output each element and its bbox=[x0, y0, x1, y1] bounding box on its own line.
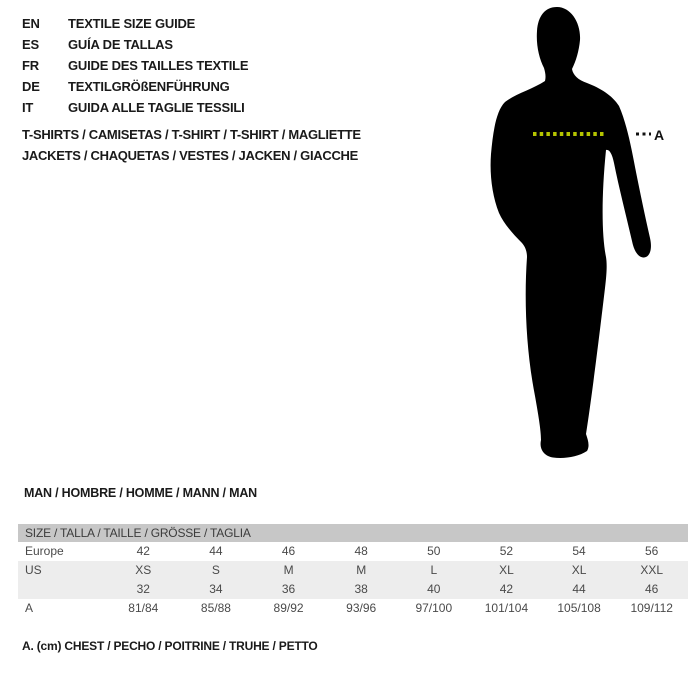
size-value-cell: 93/96 bbox=[346, 601, 377, 615]
size-value-cell: 40 bbox=[427, 582, 441, 596]
language-row bbox=[22, 97, 248, 118]
measure-label-a: A bbox=[654, 127, 665, 143]
size-value-cell: 46 bbox=[281, 544, 296, 558]
size-value-cell: XXL bbox=[640, 563, 664, 577]
language-code: DE bbox=[22, 79, 40, 94]
size-table-row bbox=[18, 542, 688, 561]
size-value-cell: 38 bbox=[354, 582, 368, 596]
man-silhouette-figure bbox=[480, 0, 700, 470]
size-value-cell: 105/108 bbox=[557, 601, 601, 615]
size-value-cell: 101/104 bbox=[484, 601, 529, 615]
language-title: TEXTILGRÖßENFÜHRUNG bbox=[68, 79, 230, 94]
size-row-label: A bbox=[25, 601, 34, 615]
language-row bbox=[22, 13, 248, 34]
size-value-cell: XS bbox=[135, 563, 152, 577]
size-value-cell: M bbox=[356, 563, 367, 577]
language-title: GUIDA ALLE TAGLIE TESSILI bbox=[68, 100, 245, 115]
size-value-cell: 34 bbox=[209, 582, 223, 596]
language-list bbox=[22, 13, 248, 118]
language-code: EN bbox=[22, 16, 40, 31]
man-silhouette bbox=[491, 7, 651, 458]
category-line: T-SHIRTS / CAMISETAS / T-SHIRT / T-SHIRT / MAGLIETTE bbox=[22, 127, 361, 142]
size-value-cell: 44 bbox=[572, 582, 586, 596]
section-title: MAN / HOMBRE / HOMME / MANN / MAN bbox=[24, 486, 257, 500]
size-value-cell: 50 bbox=[427, 544, 441, 558]
size-value-cell: XL bbox=[571, 563, 587, 577]
size-row-label: US bbox=[25, 563, 42, 577]
size-value-cell: 97/100 bbox=[415, 601, 453, 615]
size-value-cell: 52 bbox=[499, 544, 514, 558]
language-row bbox=[22, 76, 248, 97]
size-table-row bbox=[18, 580, 688, 599]
language-code: ES bbox=[22, 37, 39, 52]
size-value-cell: M bbox=[283, 563, 294, 577]
language-code: FR bbox=[22, 58, 39, 73]
measurement-footnote: A. (cm) CHEST / PECHO / POITRINE / TRUHE / PETTO bbox=[22, 639, 318, 653]
size-value-cell: S bbox=[211, 563, 220, 577]
language-title: GUÍA DE TALLAS bbox=[68, 37, 173, 52]
size-value-cell: 56 bbox=[645, 544, 659, 558]
size-table-header: SIZE / TALLA / TAILLE / GRÖSSE / TAGLIA bbox=[18, 524, 688, 542]
size-value-cell: L bbox=[430, 563, 438, 577]
size-value-cell: 89/92 bbox=[273, 601, 304, 615]
size-table-row bbox=[18, 561, 688, 580]
size-value-cell: 81/84 bbox=[128, 601, 159, 615]
size-row-label: Europe bbox=[25, 544, 64, 558]
size-value-cell: 48 bbox=[354, 544, 368, 558]
size-value-cell: 46 bbox=[645, 582, 659, 596]
size-value-cell: 44 bbox=[209, 544, 223, 558]
language-title: TEXTILE SIZE GUIDE bbox=[68, 16, 196, 31]
language-row bbox=[22, 55, 248, 76]
size-value-cell: 85/88 bbox=[200, 601, 231, 615]
size-value-cell: 109/112 bbox=[630, 601, 673, 615]
language-row bbox=[22, 34, 248, 55]
category-line: JACKETS / CHAQUETAS / VESTES / JACKEN / GIACCHE bbox=[22, 148, 358, 163]
size-table bbox=[18, 524, 688, 618]
language-code: IT bbox=[22, 100, 34, 115]
size-value-cell: 36 bbox=[281, 582, 296, 596]
language-title: GUIDE DES TAILLES TEXTILE bbox=[68, 58, 249, 73]
category-list bbox=[22, 124, 361, 166]
size-value-cell: 32 bbox=[136, 582, 150, 596]
size-row-label bbox=[18, 580, 107, 599]
size-value-cell: 42 bbox=[499, 582, 514, 596]
size-value-cell: 54 bbox=[572, 544, 586, 558]
size-value-cell: XL bbox=[499, 563, 514, 577]
size-table-body bbox=[18, 542, 688, 618]
size-value-cell: 42 bbox=[136, 544, 150, 558]
size-table-row bbox=[18, 599, 688, 618]
